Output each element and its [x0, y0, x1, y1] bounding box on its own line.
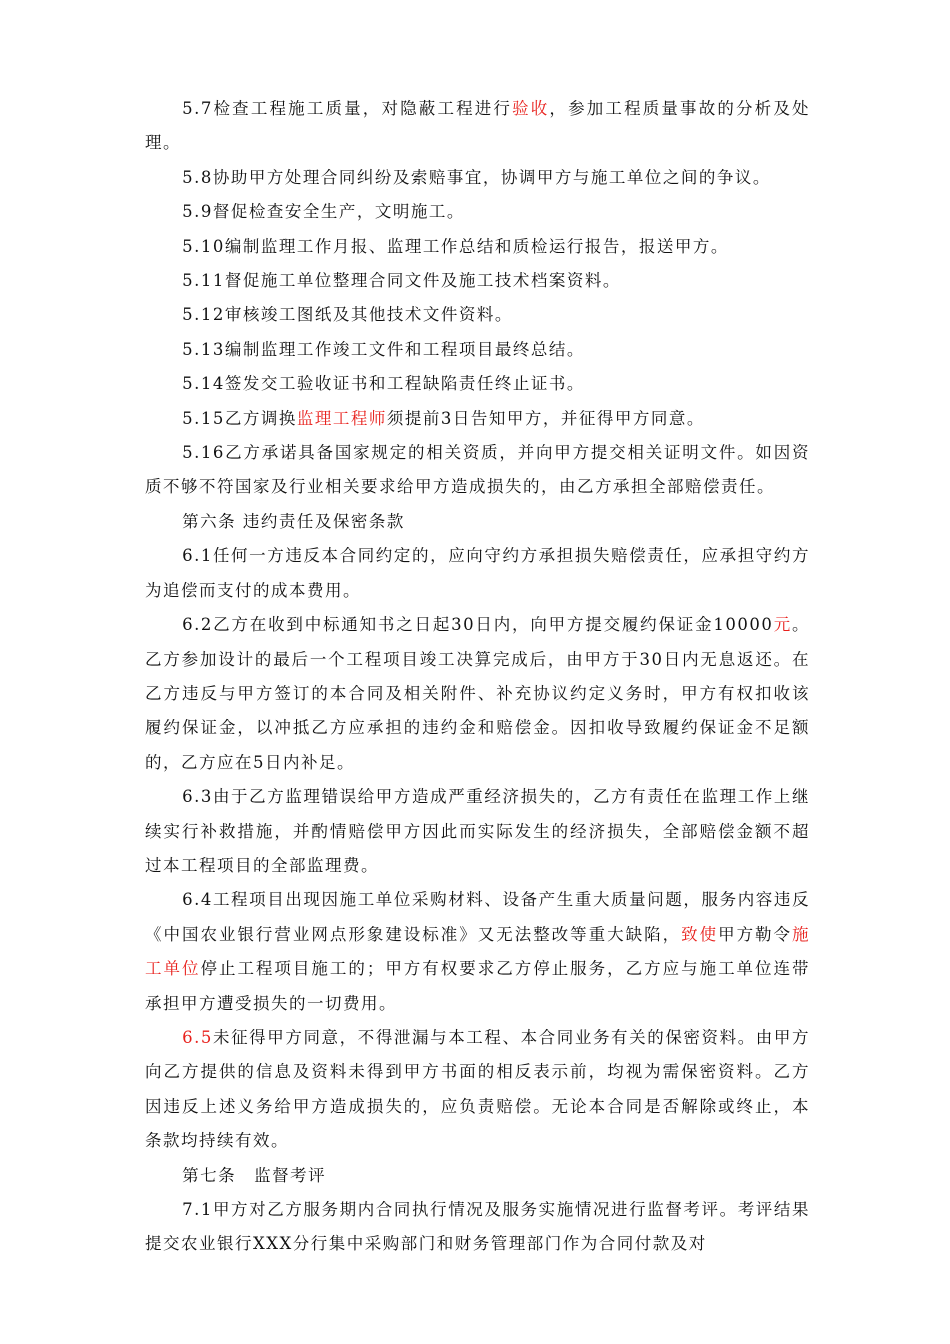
clause-paragraph [145, 539, 810, 608]
paragraph-text: 5.12审核竣工图纸及其他技术文件资料。 [182, 305, 513, 325]
paragraph-text: 须提前3日告知甲方，并征得甲方同意。 [386, 408, 705, 428]
clause-paragraph [145, 436, 810, 505]
paragraph-text: 5.9督促检查安全生产，文明施工。 [182, 202, 465, 222]
paragraph-text: 6.3由于乙方监理错误给甲方造成严重经济损失的，乙方有责任在监理工作上继续实行补救措施，并酌情赔偿甲方因此而实际发生的经济损失，全部赔偿金额不超过本工程项目的全部监理费。 [145, 787, 810, 875]
paragraph-text: 6.4工程项目出现因施工单位采购材料、设备产生重大质量问题，服务内容违反《中国农业银行营业网点形象建设标准》又无法整改等重大缺陷， [145, 890, 810, 944]
clause-paragraph [145, 883, 810, 1021]
document-body [145, 92, 810, 1262]
paragraph-text: 停止工程项目施工的；甲方有权要求乙方停止服务，乙方应与施工单位连带承担甲方遭受损失的一切费用。 [145, 959, 811, 1013]
clause-paragraph [145, 780, 810, 883]
clause-paragraph [145, 367, 810, 401]
paragraph-text: 。乙方参加设计的最后一个工程项目竣工决算完成后，由甲方于30日内无息返还。在乙方违反与甲方签订的本合同及相关附件、补充协议约定义务时，甲方有权扣收该履约保证金，以冲抵乙方应承担的违约金和赔偿金。因扣收导致履约保证金不足额的，乙方应在5日内补足。 [145, 615, 810, 772]
clause-paragraph [145, 195, 810, 229]
paragraph-text: 7.1甲方对乙方服务期内合同执行情况及服务实施情况进行监督考评。考评结果提交农业银行XXX分行集中采购部门和财务管理部门作为合同付款及对 [145, 1200, 810, 1254]
paragraph-text: 第六条 违约责任及保密条款 [182, 511, 405, 531]
clause-paragraph [145, 230, 810, 264]
highlighted-text: 验收 [512, 99, 550, 118]
highlighted-text: 致使 [681, 924, 719, 944]
clause-paragraph [145, 333, 810, 367]
clause-paragraph [145, 298, 810, 332]
clause-paragraph [145, 264, 810, 298]
highlighted-text: 元 [773, 615, 792, 635]
highlighted-text: 6.5 [182, 1027, 213, 1047]
paragraph-text: ，参加工程质量事故的分析及处理。 [145, 99, 811, 153]
clause-paragraph [145, 1021, 810, 1159]
clause-paragraph [145, 1193, 810, 1262]
paragraph-text: 6.2乙方在收到中标通知书之日起30日内，向甲方提交履约保证金10000 [182, 615, 774, 635]
section-heading [145, 505, 810, 539]
paragraph-text: 5.14签发交工验收证书和工程缺陷责任终止证书。 [182, 374, 585, 394]
paragraph-text: 5.13编制监理工作竣工文件和工程项目最终总结。 [182, 339, 585, 359]
paragraph-text: 5.11督促施工单位整理合同文件及施工技术档案资料。 [182, 271, 621, 291]
highlighted-text: 施工单位 [145, 924, 811, 979]
paragraph-text: 5.10编制监理工作月报、监理工作总结和质检运行报告，报送甲方。 [182, 236, 729, 256]
paragraph-text: 5.7检查工程施工质量，对隐蔽工程进行 [182, 99, 513, 118]
paragraph-text: 未征得甲方同意，不得泄漏与本工程、本合同业务有关的保密资料。由甲方向乙方提供的信息及资料未得到甲方书面的相反表示前，均视为需保密资料。乙方因违反上述义务给甲方造成损失的，应负责赔偿。无论本合同是否解除或终止，本条款均持续有效。 [145, 1027, 810, 1151]
paragraph-text: 甲方勒令 [718, 924, 793, 944]
paragraph-text: 5.15乙方调换 [182, 408, 297, 428]
clause-paragraph [145, 92, 810, 161]
paragraph-text: 5.16乙方承诺具备国家规定的相关资质，并向甲方提交相关证明文件。如因资质不够不符国家及行业相关要求给甲方造成损失的，由乙方承担全部赔偿责任。 [145, 443, 810, 497]
clause-paragraph [145, 161, 810, 195]
paragraph-text: 6.1任何一方违反本合同约定的，应向守约方承担损失赔偿责任，应承担守约方为追偿而支付的成本费用。 [145, 546, 810, 600]
paragraph-text: 第七条 监督考评 [182, 1165, 327, 1185]
highlighted-text: 监理工程师 [296, 408, 387, 428]
clause-paragraph [145, 608, 810, 780]
section-heading [145, 1159, 810, 1193]
clause-paragraph [145, 402, 810, 436]
paragraph-text: 5.8协助甲方处理合同纠纷及索赔事宜，协调甲方与施工单位之间的争议。 [182, 167, 771, 187]
